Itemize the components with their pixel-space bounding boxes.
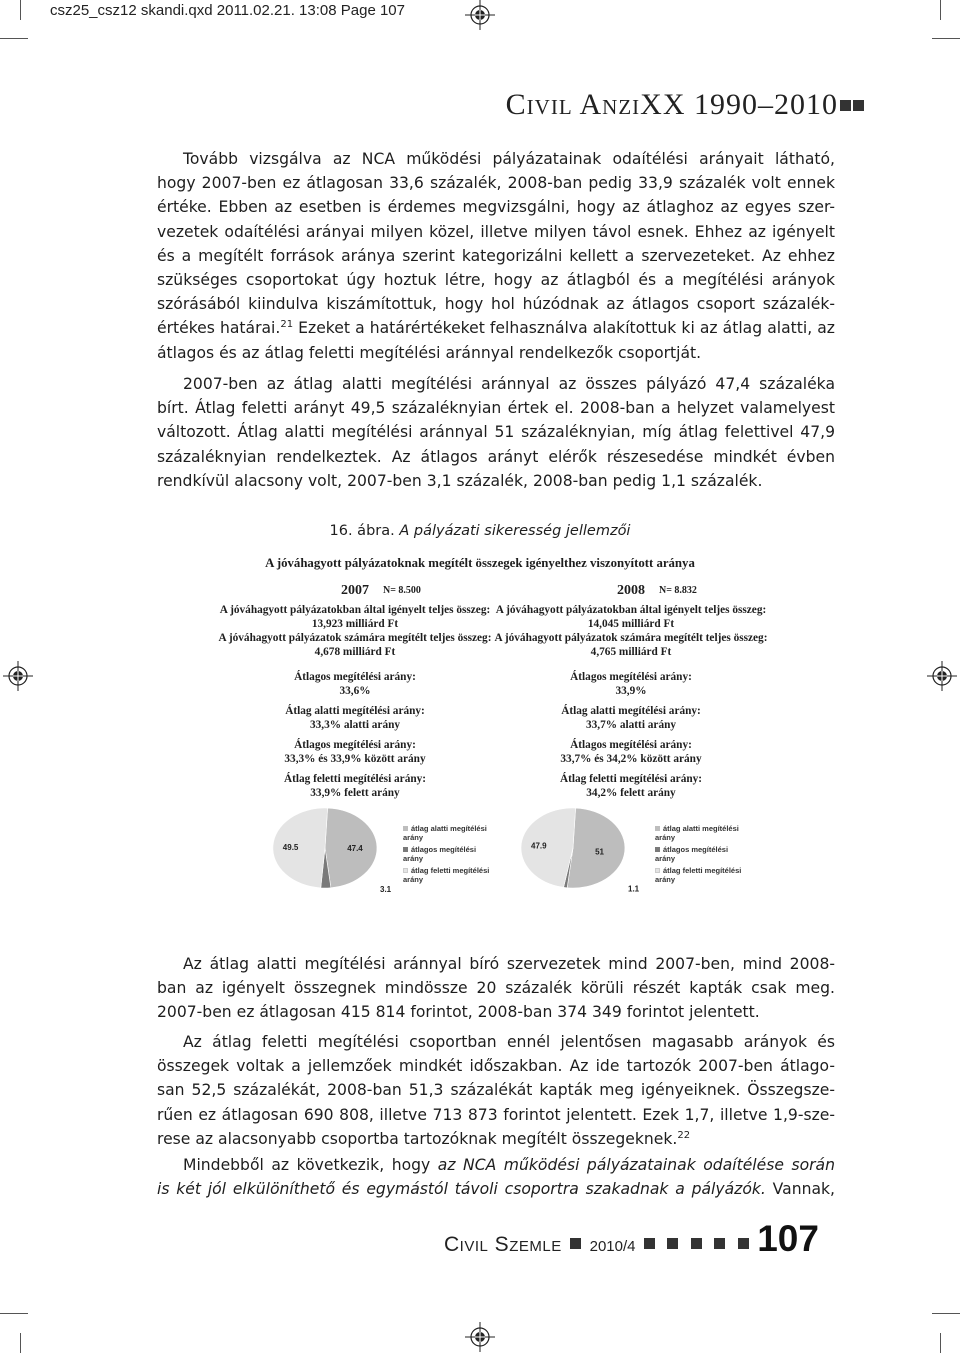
text-line <box>157 1177 835 1201</box>
issue-number: 2010/4 <box>589 1238 636 1255</box>
stat-label: Átlag feletti megítélési arány: <box>283 773 427 785</box>
crop-mark <box>932 38 960 39</box>
footer-square <box>644 1238 655 1249</box>
legend-item <box>403 866 493 884</box>
legend-swatch <box>655 868 660 873</box>
paragraph <box>157 1153 835 1201</box>
stat-value: 33,9% <box>615 685 647 697</box>
stat-label: A jóváhagyott pályázatok számára megítélt teljes összeg: <box>218 632 492 644</box>
legend-label: átlagos megítélési arány <box>655 845 729 863</box>
footer-square <box>667 1238 678 1249</box>
legend-item <box>655 845 745 863</box>
legend-swatch <box>655 826 660 831</box>
stat-value: 33,7% alatti arány <box>585 719 677 731</box>
stat-label: A jóváhagyott pályázatok számára megítélt teljes összeg: <box>494 632 768 644</box>
text-line: ban az igényelt összegnek mindössze 20 százalék körüli részét kapták csak meg. <box>157 979 835 998</box>
legend-label: átlagos megítélési arány <box>403 845 477 863</box>
legend-swatch <box>403 826 408 831</box>
stat-value: 33,3% alatti arány <box>309 719 401 731</box>
stat-label: A jóváhagyott pályázatokban által igényelt teljes összeg: <box>219 604 491 616</box>
pie-chart-2007 <box>270 800 410 895</box>
text-line: rendkívül alacsony volt, 2007-ben 3,1 százalék, 2008-ban pedig 1,1 százalék. <box>157 471 763 490</box>
text-line: Az átlag feletti megítélési csoportban ennél jelentősen magasabb arányok és <box>183 1033 835 1051</box>
text-line: átlagos és az átlag feletti megítélési aránnyal rendelkezők csoportját. <box>157 343 702 362</box>
crop-mark <box>0 38 28 39</box>
crop-mark <box>20 1333 21 1353</box>
text-line <box>157 1153 835 1177</box>
figure-title: A jóváhagyott pályázatoknak megítélt összegek igényelthez viszonyított aránya <box>265 556 695 570</box>
chart-legend <box>655 824 745 884</box>
legend-swatch <box>655 847 660 852</box>
stat-value: 33,9% felett arány <box>310 787 400 799</box>
pie-chart-2008 <box>518 800 658 895</box>
text-line <box>157 1127 835 1151</box>
stat-value: 14,045 milliárd Ft <box>587 618 675 630</box>
stat-value: 4,678 milliárd Ft <box>314 646 396 658</box>
text-line: vezetek odaítélési arányai milyen közel, illetve milyen távol esnek. Ehhez az igényelt <box>157 222 835 241</box>
text-line: és a megítélt források aránya szerint kategorizálni kellett a szervezeteket. Az ehhez <box>157 246 835 265</box>
chart-legend <box>403 824 493 884</box>
stat-value: 34,2% felett arány <box>586 787 676 799</box>
pie-slice-label: 3.1 <box>380 885 392 894</box>
text-run: rese az alacsonyabb csoportba tartozóknak megítélt összegeknek. <box>157 1129 678 1148</box>
footer-square <box>738 1238 749 1249</box>
emphasis-text: is két jól elkülöníthető és egymástól távoli csoportra szakadnak a pályázók. <box>157 1180 766 1199</box>
pie-slice-label: 47.4 <box>347 844 363 853</box>
registration-mark-icon <box>465 1322 495 1352</box>
text-line: értéke. Ebben az esetben is érdemes megvizsgálni, hogy az átlaghoz az egyes szer- <box>157 198 835 217</box>
pie-slice-label: 47.9 <box>531 841 547 851</box>
text-line: szórásából kiindulva kiszámítottuk, hogy hol húzódnak az átlagos csoport százalék- <box>157 295 835 314</box>
legend-item <box>403 824 493 842</box>
panel-year: 2008 <box>617 583 645 598</box>
footnote-ref: 21 <box>280 319 294 331</box>
crop-mark <box>940 0 941 20</box>
stat-label: Átlagos megítélési arány: <box>294 739 416 751</box>
registration-mark-icon <box>927 661 957 691</box>
text-run: értékes határai. <box>157 319 281 338</box>
journal-name: Civil Szemle <box>444 1233 562 1256</box>
legend-swatch <box>403 868 408 873</box>
stat-value: 13,923 milliárd Ft <box>311 618 399 630</box>
stat-label: Átlag alatti megítélési arány: <box>561 705 701 717</box>
legend-item <box>655 866 745 884</box>
panel-stats <box>481 670 781 800</box>
registration-mark-icon <box>465 0 495 30</box>
crop-mark <box>0 1313 28 1314</box>
panel-stats <box>205 603 505 659</box>
paragraph <box>157 1030 835 1151</box>
text-line: Az átlag alatti megítélési aránnyal bíró szervezetek mind 2007-ben, mind 2008- <box>183 955 835 973</box>
stat-label: A jóváhagyott pályázatokban által igényelt teljes összeg: <box>495 604 767 616</box>
emphasis-text: az NCA működési pályázatainak odaítélése során <box>437 1156 835 1174</box>
panel-stats <box>205 670 505 800</box>
pie-slice-label: 1.1 <box>628 884 640 894</box>
text-run: Mindebből az következik, hogy <box>183 1156 438 1174</box>
page-footer <box>444 1218 878 1260</box>
stat-value: 4,765 milliárd Ft <box>590 646 672 658</box>
text-line: változott. Átlag alatti megítélési aránnyal 51 százaléknyian, míg átlag felettivel 47,9 <box>157 423 835 442</box>
text-line: san 52,5 százalékát, 2008-ban 51,3 százalékát kapták meg igényeiknek. Összegsze- <box>157 1081 835 1100</box>
paragraph <box>157 372 835 493</box>
paragraph <box>157 147 835 365</box>
stat-label: Átlagos megítélési arány: <box>570 671 692 683</box>
pie-slice-label: 49.5 <box>282 843 299 852</box>
footer-square <box>691 1238 702 1249</box>
text-run: Ezeket a határértékeket felhasználva alakítottuk ki az átlag alatti, az <box>293 319 835 338</box>
pie-slice <box>273 808 328 888</box>
stat-label: Átlagos megítélési arány: <box>570 739 692 751</box>
figure-caption-text: A pályázati sikeresség jellemzői <box>399 523 631 539</box>
panel-stats <box>481 603 781 659</box>
legend-item <box>403 845 493 863</box>
text-line: rűen ez átlagosan 690 808, illetve 713 873 forintot jelentett. Ezek 1,7, illetve 1,9-sze- <box>157 1105 835 1124</box>
text-line: bírt. Átlag feletti arányt 49,5 százaléknyian értek el. 2008-ban a helyzet valamelyest <box>157 399 835 418</box>
text-line: 2007-ben ez átlagosan 415 814 forintot, 2008-ban 374 349 forintot jelentett. <box>157 1003 760 1022</box>
footer-square <box>714 1238 725 1249</box>
stat-value: 33,6% <box>339 685 371 697</box>
figure-caption <box>0 523 960 539</box>
stat-label: Átlagos megítélési arány: <box>294 671 416 683</box>
legend-swatch <box>403 847 408 852</box>
file-slug: csz25_csz12 skandi.qxd 2011.02.21. 13:08 Page 107 <box>50 2 405 19</box>
text-line: 2007-ben az átlag alatti megítélési aránnyal az összes pályázó 47,4 százaléka <box>183 375 835 393</box>
legend-label: átlag feletti megítélési arány <box>403 866 490 884</box>
legend-item <box>655 824 745 842</box>
crop-mark <box>932 1313 960 1314</box>
text-line: szükséges csoportokat úgy hoztuk létre, hogy az átlagból és a megítélési arányok <box>157 271 835 290</box>
legend-label: átlag alatti megítélési arány <box>403 824 487 842</box>
legend-label: átlag feletti megítélési arány <box>655 866 742 884</box>
registration-mark-icon <box>3 661 33 691</box>
stat-label: Átlag feletti megítélési arány: <box>559 773 703 785</box>
paragraph <box>157 952 835 1025</box>
panel-n: N= 8.832 <box>659 585 697 596</box>
crop-mark <box>940 1333 941 1353</box>
text-run: Vannak, <box>765 1180 836 1199</box>
crop-mark <box>20 0 21 20</box>
page-number: 107 <box>757 1218 819 1259</box>
legend-label: átlag alatti megítélési arány <box>655 824 739 842</box>
pie-slice-label: 51 <box>595 847 605 857</box>
text-line: hogy 2007-ben ez átlagosan 33,6 százalék, 2008-ban pedig 33,9 százalék volt ennek <box>157 174 835 193</box>
text-line: összegek voltak a jellemzőek mindkét időszakban. Az ide tartozók 2007-ben átlago- <box>157 1057 835 1076</box>
text-line <box>157 316 835 340</box>
footer-square <box>570 1238 581 1249</box>
stat-label: Átlag alatti megítélési arány: <box>285 705 425 717</box>
stat-value: 33,3% és 33,9% között arány <box>284 753 426 765</box>
running-header: Civil AnziXX 1990–2010 <box>505 88 838 121</box>
panel-year: 2007 <box>341 583 369 598</box>
footnote-ref: 22 <box>677 1129 691 1141</box>
figure-number: 16. ábra. <box>329 523 395 539</box>
header-square <box>840 100 851 111</box>
header-square <box>853 100 864 111</box>
text-line: százaléknyian rendelkeztek. Az átlagos arányt elérők részesedése mindkét évben <box>157 447 835 466</box>
text-line: Tovább vizsgálva az NCA működési pályázatainak odaítélési arányait látható, <box>183 150 835 168</box>
panel-n: N= 8.500 <box>383 585 421 596</box>
stat-value: 33,7% és 34,2% között arány <box>560 753 702 765</box>
